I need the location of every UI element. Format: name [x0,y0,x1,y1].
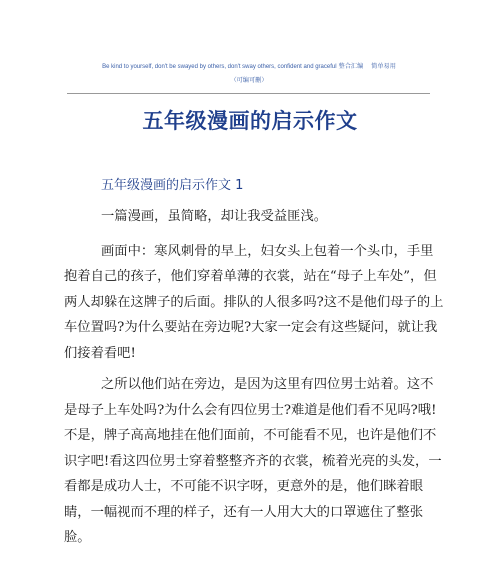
header-sub-note: （可编可删） [230,77,268,84]
header-edit-note: 简单易用 [371,63,396,70]
article-body [64,204,444,557]
page-header [60,60,438,87]
header-source: 整合汇编 [338,63,364,70]
paragraph: 之所以他们站在旁边，是因为这里有四位男士站着。这不是母子上车处吗?为什么会有四位男士?难道是他们看不见吗?哦!不是，牌子高高地挂在他们面前，不可能看不见，也许是他们不识字吧!看这四位男士穿着整整齐齐的衣裳，梳着光亮的头发，一看都是成功人士，不可能不识字呀，更意外的是，他们眯着眼睛，一幅视而不理的样子，还有一人用大大的口罩遮住了整张脸。 [64,377,442,545]
page-title: 五年级漫画的启示作文 [142,109,358,133]
header-divider [67,93,430,94]
section-title: 五年级漫画的启示作文 1 [101,178,244,193]
header-quote: Be kind to yourself, don't be swayed by others, don't sway others, confident and graceful [102,64,337,70]
paragraph: 一篇漫画，虽简略，却让我受益匪浅。 [101,209,328,224]
paragraph: 画面中：寒风刺骨的早上，妇女头上包着一个头巾，手里抱着自己的孩子，他们穿着单薄的衣裳，站在“母子上车处”，但两人却躲在这牌子的后面。排队的人很多吗?这不是他们母子的上车位置吗?为什么要站在旁边呢?大家一定会有这些疑问，就让我们接着看吧! [64,243,444,361]
